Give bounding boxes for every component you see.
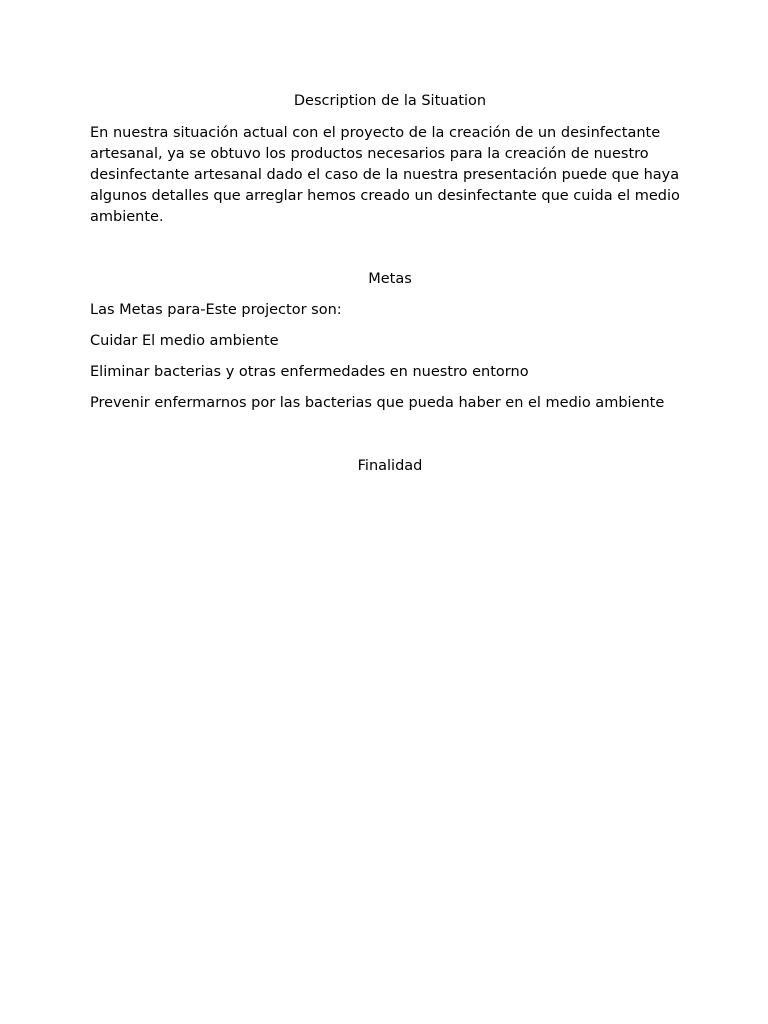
document-page [90, 91, 690, 477]
section-heading-description: Description de la Situation [293, 93, 487, 109]
goal-item: Prevenir enfermarnos por las bacterias que pueda haber en el medio ambiente [90, 395, 665, 411]
description-paragraph: En nuestra situación actual con el proyecto de la creación de un desinfectante artesanal, ya se obtuvo los productos necesarios para la creación de nuestro desinfectante artesanal dado el caso de la nuestra presentación puede que haya algunos detalles que arreglar hemos creado un desinfectante que cuida el medio ambiente. [90, 125, 680, 225]
metas-intro: Las Metas para-Este projector son: [90, 302, 342, 318]
section-heading-finalidad: Finalidad [357, 458, 423, 474]
goal-item: Cuidar El medio ambiente [90, 333, 279, 349]
section-heading-metas: Metas [368, 271, 412, 287]
goal-item: Eliminar bacterias y otras enfermedades en nuestro entorno [90, 364, 529, 380]
